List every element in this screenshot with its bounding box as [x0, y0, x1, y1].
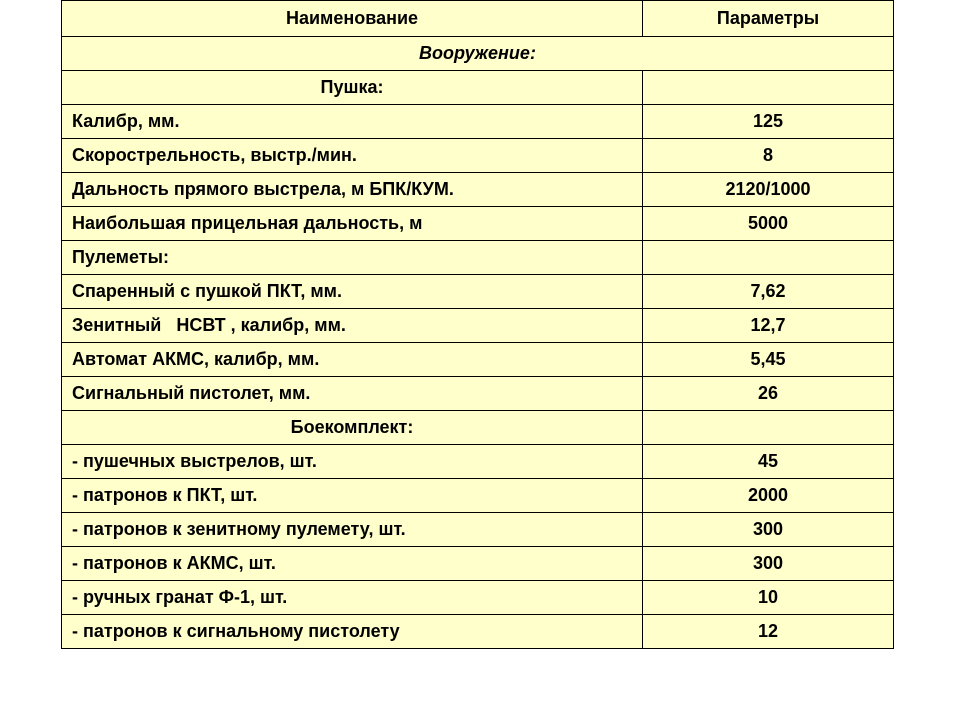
- empty-value-cell: [643, 241, 894, 275]
- row-value-cell: 8: [643, 139, 894, 173]
- table-row: [62, 139, 894, 173]
- table-row: [62, 173, 894, 207]
- row-name-cell: - патронов к зенитному пулемету, шт.: [62, 513, 643, 547]
- row-value-cell: 10: [643, 581, 894, 615]
- row-name-cell: - ручных гранат Ф-1, шт.: [62, 581, 643, 615]
- row-value-cell: 300: [643, 547, 894, 581]
- row-name-cell: Калибр, мм.: [62, 105, 643, 139]
- table-row: [62, 581, 894, 615]
- row-value-cell: 5000: [643, 207, 894, 241]
- group-title-cell: Пулеметы:: [62, 241, 643, 275]
- row-name-cell: Сигнальный пистолет, мм.: [62, 377, 643, 411]
- row-value-cell: 12: [643, 615, 894, 649]
- table-row: [62, 309, 894, 343]
- row-name-cell: - патронов к сигнальному пистолету: [62, 615, 643, 649]
- table-row: [62, 615, 894, 649]
- row-value-cell: 26: [643, 377, 894, 411]
- table-header-row: [62, 1, 894, 37]
- table-row: [62, 547, 894, 581]
- table-row: [62, 275, 894, 309]
- section-title-cell: Вооружение:: [62, 37, 894, 71]
- table-row: [62, 479, 894, 513]
- group-title-cell: Пушка:: [62, 71, 643, 105]
- group-row-gun: [62, 71, 894, 105]
- group-row-ammo: [62, 411, 894, 445]
- row-name-cell: - патронов к АКМС, шт.: [62, 547, 643, 581]
- row-name-cell: Зенитный НСВТ , калибр, мм.: [62, 309, 643, 343]
- table-row: [62, 343, 894, 377]
- row-value-cell: 7,62: [643, 275, 894, 309]
- row-name-cell: Автомат АКМС, калибр, мм.: [62, 343, 643, 377]
- group-row-machine-guns: [62, 241, 894, 275]
- row-name-cell: Дальность прямого выстрела, м БПК/КУМ.: [62, 173, 643, 207]
- armament-table-container: [61, 0, 893, 649]
- row-name-cell: Скорострельность, выстр./мин.: [62, 139, 643, 173]
- row-name-cell: - патронов к ПКТ, шт.: [62, 479, 643, 513]
- row-value-cell: 125: [643, 105, 894, 139]
- row-name-cell: Спаренный с пушкой ПКТ, мм.: [62, 275, 643, 309]
- row-value-cell: 300: [643, 513, 894, 547]
- row-value-cell: 2000: [643, 479, 894, 513]
- table-row: [62, 105, 894, 139]
- row-name-cell: Наибольшая прицельная дальность, м: [62, 207, 643, 241]
- row-value-cell: 2120/1000: [643, 173, 894, 207]
- row-value-cell: 45: [643, 445, 894, 479]
- empty-value-cell: [643, 411, 894, 445]
- header-name-cell: Наименование: [62, 1, 643, 37]
- row-value-cell: 12,7: [643, 309, 894, 343]
- header-params-cell: Параметры: [643, 1, 894, 37]
- table-row: [62, 445, 894, 479]
- group-title-cell: Боекомплект:: [62, 411, 643, 445]
- armament-table: [61, 0, 894, 649]
- empty-value-cell: [643, 71, 894, 105]
- table-row: [62, 207, 894, 241]
- table-row: [62, 513, 894, 547]
- section-row: [62, 37, 894, 71]
- table-row: [62, 377, 894, 411]
- row-value-cell: 5,45: [643, 343, 894, 377]
- row-name-cell: - пушечных выстрелов, шт.: [62, 445, 643, 479]
